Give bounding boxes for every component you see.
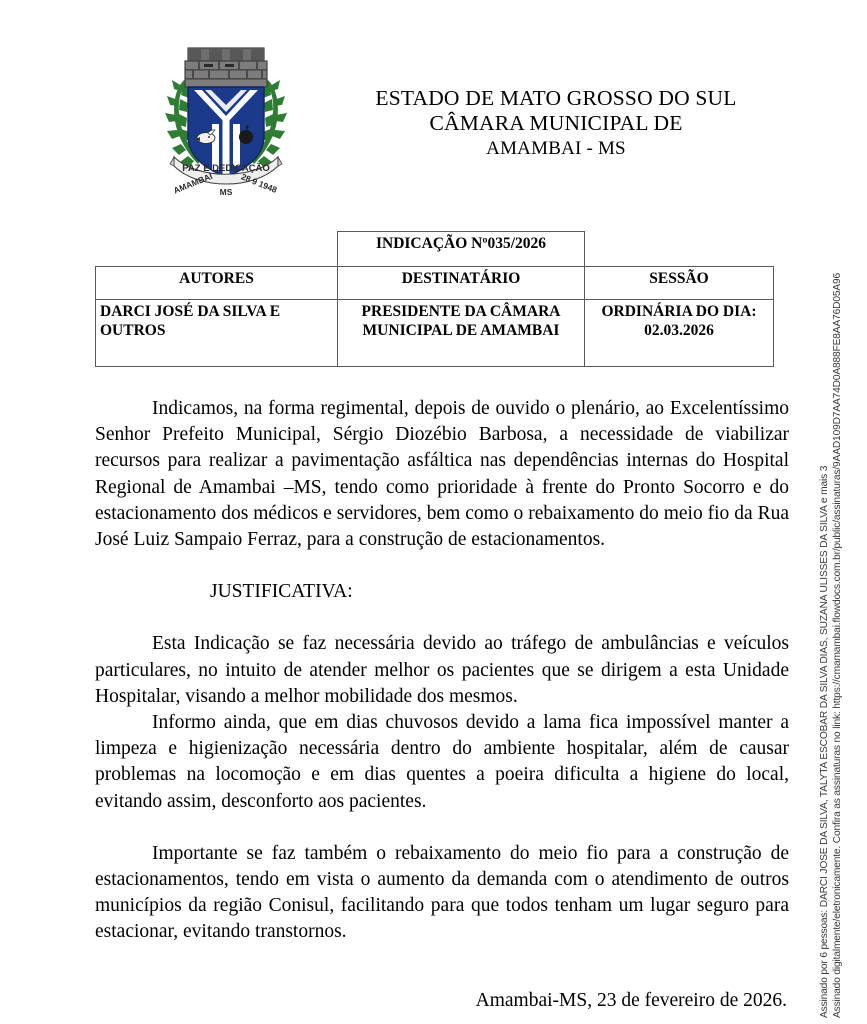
table-header-autores: AUTORES (96, 267, 338, 300)
table-header-sessao: SESSÃO (585, 267, 774, 300)
signature-verification-link-text: Assinado digitalmente/eletronicamente. Confira as assinaturas no link: https://cmamambai.flowdocs.com.br/public/assinaturas/9AAD109D7AA74D0A888FE8AA76D05A96 (832, 272, 843, 1018)
indicacao-info-table (95, 231, 774, 367)
document-header (0, 38, 812, 218)
svg-text:PAZ E DEDICAÇÃO: PAZ E DEDICAÇÃO (182, 163, 270, 174)
table-cell-autores: DARCI JOSÉ DA SILVA E OUTROS (96, 300, 338, 367)
signature-signers-text: Assinado por 6 pessoas: DARCI JOSE DA SILVA, TALYTA ESCOBAR DA SILVA DIAS, SUZANA ULISSES DA SILVA e mais 3 (819, 465, 830, 1018)
table-row (96, 300, 774, 367)
table-cell-title: INDICAÇÃO Nº035/2026 (338, 232, 585, 267)
table-cell-empty-right (585, 232, 774, 267)
paragraph-indicamos: Indicamos, na forma regimental, depois de ouvido o plenário, ao Excelentíssimo Senhor Prefeito Municipal, Sérgio Diozébio Barbosa, a necessidade de viabilizar recursos para realizar a pavimentação asfáltica nas dependências internas do Hospital Regional de Amambai –MS, tendo como prioridade à frente do Pronto Socorro e do estacionamento dos médicos e servidores, bem como o rebaixamento do meio fio da Rua José Luiz Sampaio Ferraz, para a construção de estacionamentos. (95, 398, 789, 551)
paragraph-importante: Importante se faz também o rebaixamento do meio fio para a construção de estacionamentos, tendo em vista o aumento da demanda com o atendimento de outros municípios da região Conisul, facilitando para que todos tenham um lugar seguro para estacionar, evitando transtornos. (95, 842, 789, 943)
justificativa-heading: JUSTIFICATIVA: (210, 581, 353, 603)
svg-text:28 9 1948: 28 9 1948 (239, 171, 279, 195)
table-cell-destinatario: PRESIDENTE DA CÂMARA MUNICIPAL DE AMAMBAI (338, 300, 585, 367)
header-line-city: AMAMBAI - MS (486, 138, 626, 159)
emblem-container (0, 38, 300, 203)
coat-of-arms-icon (164, 38, 288, 203)
header-titles (300, 38, 812, 161)
header-line-state: ESTADO DE MATO GROSSO DO SUL (375, 86, 737, 110)
table-row-headers (96, 267, 774, 300)
table-cell-sessao: ORDINÁRIA DO DIA: 02.03.2026 (585, 300, 774, 367)
paragraph-informo-ainda: Informo ainda, que em dias chuvosos devido a lama fica impossível manter a limpeza e higienização necessária dentro do ambiente hospitalar, além de causar problemas na locomoção e em dias quentes a poeira dificulta a higiene do local, evitando assim, desconforto aos pacientes. (95, 712, 789, 812)
paragraph-esta-indicacao: Esta Indicação se faz necessária devido ao tráfego de ambulâncias e veículos particulares, no intuito de atender melhor os pacientes que se dirigem a esta Unidade Hospitalar, visando a melhor mobilidade dos mesmos. (95, 633, 789, 707)
table-cell-empty-left (96, 232, 338, 267)
svg-text:AMAMBAI: AMAMBAI (171, 170, 214, 196)
signature-sidebar (817, 0, 867, 1024)
table-header-destinatario: DESTINATÁRIO (338, 267, 585, 300)
closing-place-date: Amambai-MS, 23 de fevereiro de 2026. (475, 989, 787, 1011)
table-row-title (96, 232, 774, 267)
svg-text:MS: MS (219, 187, 233, 197)
header-line-chamber: CÂMARA MUNICIPAL DE (429, 111, 683, 135)
document-body (95, 396, 789, 1014)
